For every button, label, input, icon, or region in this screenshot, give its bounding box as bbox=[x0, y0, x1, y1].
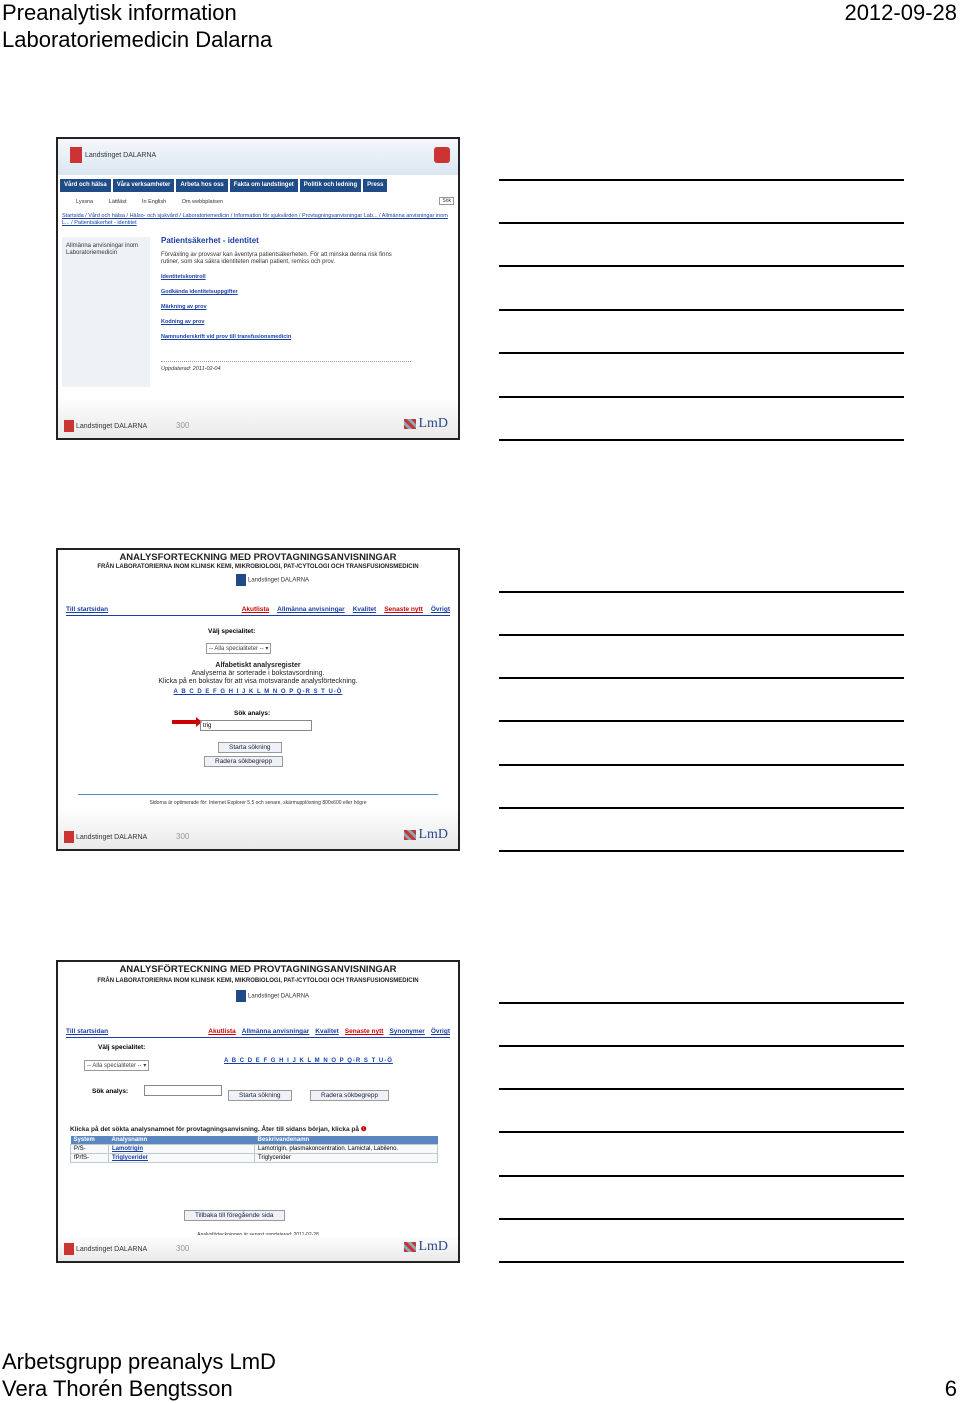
background-number: 300 bbox=[176, 1244, 190, 1253]
page-body: Förväxling av provsvar kan äventyra patientsäkerheten. För att minska denna risk finns rutiner, som ska säkra identiteten mellan patient, remiss och prov. bbox=[161, 252, 392, 265]
note-line bbox=[499, 352, 904, 354]
nav-item[interactable]: Fakta om landstinget bbox=[230, 179, 298, 192]
slide-footer bbox=[58, 396, 458, 438]
alpha-line: Analyserna är sorterade i bokstavsordning. bbox=[191, 670, 325, 677]
analys-subtitle: FRÅN LABORATORIERNA INOM KLINISK KEMI, MIKROBIOLOGI, PAT-/CYTOLOGI OCH TRANSFUSIONSMEDICIN bbox=[97, 978, 419, 984]
alpha-heading: Alfabetiskt analysregister bbox=[215, 662, 301, 669]
util-link[interactable]: Om webbplatsen bbox=[181, 199, 223, 205]
search-label: Sök analys: bbox=[92, 1088, 129, 1095]
analys-title: ANALYSFORTECKNING MED PROVTAGNINGSANVISNINGAR bbox=[119, 552, 397, 563]
analys-title: ANALYSFÖRTECKNING MED PROVTAGNINGSANVISNINGAR bbox=[119, 964, 397, 975]
slide-2-screenshot bbox=[56, 548, 460, 851]
note-line bbox=[499, 396, 904, 398]
cell-analysis-link[interactable]: Triglycerider bbox=[109, 1154, 255, 1163]
lmd-logo: LmD bbox=[404, 1239, 448, 1255]
page-content bbox=[161, 237, 411, 373]
note-line bbox=[499, 1002, 904, 1004]
note-line bbox=[499, 1218, 904, 1220]
nav-item[interactable]: Vård och hälsa bbox=[60, 179, 111, 192]
nav-item[interactable]: Arbeta hos oss bbox=[176, 179, 227, 192]
nav-link[interactable]: Allmänna anvisningar bbox=[241, 1028, 310, 1035]
nav-link[interactable]: Akutlista bbox=[241, 606, 270, 613]
note-line: Sidorna är optimerade för: Internet Explorer 5.5 och senare, skärmupplösning 800x600 eller högre bbox=[149, 800, 367, 806]
nav-item[interactable]: Våra verksamheter bbox=[113, 179, 175, 192]
note-line bbox=[499, 1088, 904, 1090]
nav-link[interactable]: Kvalitet bbox=[352, 606, 377, 613]
slide-3-screenshot bbox=[56, 960, 460, 1263]
content-link[interactable]: Godkända identitetsuppgifter bbox=[161, 289, 238, 295]
note-line bbox=[499, 764, 904, 766]
nav-start-link[interactable]: Till startsidan bbox=[66, 1028, 109, 1035]
specialty-label: Välj specialitet: bbox=[98, 1044, 146, 1051]
letter-index[interactable]: A B C D E F G H I J K L M N O P Q-R S T U-Ö bbox=[224, 1058, 393, 1064]
landstinget-logo: Landstinget DALARNA bbox=[64, 1243, 147, 1255]
util-link[interactable]: In English bbox=[142, 199, 167, 205]
results-table bbox=[70, 1136, 438, 1163]
cell-analysis-link[interactable]: Lamotrigin bbox=[109, 1145, 255, 1154]
nav-link[interactable]: Allmänna anvisningar bbox=[277, 606, 345, 613]
lmd-logo: LmD bbox=[404, 416, 448, 432]
analys-nav bbox=[66, 606, 450, 616]
alpha-register bbox=[58, 662, 458, 696]
content-link[interactable]: Identitetskontroll bbox=[161, 274, 206, 280]
column-header: Analysnamn bbox=[109, 1136, 255, 1145]
start-search-button[interactable]: Starta sökning bbox=[218, 736, 282, 754]
alpha-line: Klicka på en bokstav för att visa motsvarande analysförteckning. bbox=[158, 678, 358, 685]
arrow-icon bbox=[172, 720, 198, 724]
note-line bbox=[499, 1045, 904, 1047]
slide-footer bbox=[58, 807, 458, 849]
util-link[interactable]: Lyssna bbox=[76, 199, 94, 205]
analys-nav bbox=[66, 1028, 450, 1038]
start-search-button[interactable]: Starta sökning bbox=[228, 1084, 292, 1102]
search-label: Sök analys: bbox=[234, 710, 271, 717]
table-row bbox=[71, 1154, 438, 1163]
nav-link[interactable]: Senaste nytt bbox=[384, 606, 423, 613]
note-line bbox=[499, 439, 904, 441]
letter-index[interactable]: A B C D E F G H I J K L M N O P Q-R S T U-Ö bbox=[173, 689, 343, 695]
note-line bbox=[499, 1175, 904, 1177]
document-title: Preanalytisk information bbox=[2, 0, 237, 25]
lmd-logo: LmD bbox=[404, 827, 448, 843]
landstinget-logo: Landstinget DALARNA bbox=[64, 420, 147, 432]
result-instruction: Klicka på det sökta analysnamnet för provtagningsanvisning. Åter till sidans början, klicka på ❶ bbox=[70, 1126, 367, 1133]
page-number: 6 bbox=[944, 1376, 957, 1401]
content-link[interactable]: Kodning av prov bbox=[161, 319, 205, 325]
nav-link[interactable]: Övrigt bbox=[430, 1028, 450, 1035]
slide-footer bbox=[58, 1235, 458, 1261]
sidebar-menu[interactable]: Allmänna anvisningar inom Laboratoriemedicin bbox=[62, 237, 150, 387]
note-line bbox=[499, 720, 904, 722]
background-number: 300 bbox=[176, 832, 190, 841]
search-input[interactable]: trig bbox=[200, 720, 312, 731]
clear-search-button[interactable]: Radera sökbegrepp bbox=[204, 750, 283, 768]
note-line bbox=[499, 807, 904, 809]
note-line bbox=[499, 179, 904, 181]
column-header: System bbox=[71, 1136, 109, 1145]
specialty-label: Välj specialitet: bbox=[208, 628, 256, 635]
document-date: 2012-09-28 bbox=[844, 0, 957, 25]
clear-search-button[interactable]: Radera sökbegrepp bbox=[310, 1084, 389, 1102]
back-button[interactable]: Tillbaka till föregående sida bbox=[184, 1204, 285, 1222]
landstinget-logo: Landstinget DALARNA bbox=[236, 574, 309, 586]
background-number: 300 bbox=[176, 421, 190, 430]
search-button[interactable]: Sök bbox=[439, 197, 454, 205]
nav-link[interactable]: Senaste nytt bbox=[344, 1028, 384, 1035]
landstinget-logo: Landstinget DALARNA bbox=[236, 990, 309, 1002]
site-logo: Landstinget DALARNA bbox=[70, 147, 156, 163]
note-line bbox=[499, 1261, 904, 1263]
site-nav bbox=[58, 179, 458, 192]
page-heading: Patientsäkerhet - identitet bbox=[161, 236, 259, 245]
breadcrumb[interactable]: Startsida / Vård och hälsa / Hälso- och sjukvård / Laboratoriemedicin / Information för sjukvården / Provtagningsanvisningar Lab... / Allmänna anvisningar inom L... / Patientsäkerhet - identitet bbox=[62, 213, 448, 226]
divider bbox=[78, 794, 438, 795]
cell-system: fP/fS- bbox=[71, 1154, 109, 1163]
document-subtitle: Laboratoriemedicin Dalarna bbox=[2, 27, 273, 52]
landstinget-logo: Landstinget DALARNA bbox=[64, 831, 147, 843]
note-line bbox=[499, 309, 904, 311]
footer-workgroup: Arbetsgrupp preanalys LmD bbox=[2, 1349, 276, 1374]
nav-link[interactable]: Kvalitet bbox=[315, 1028, 339, 1035]
table-row bbox=[71, 1145, 438, 1154]
note-line bbox=[499, 677, 904, 679]
nav-start-link[interactable]: Till startsidan bbox=[66, 606, 109, 613]
content-link[interactable]: Märkning av prov bbox=[161, 304, 207, 310]
note-line bbox=[499, 591, 904, 593]
utility-bar bbox=[62, 199, 454, 209]
cell-description: Lamotrigin, plasmakoncentration. Lamictal, Labileno. bbox=[255, 1145, 438, 1154]
cell-description: Triglycerider bbox=[255, 1154, 438, 1163]
slide-1-screenshot bbox=[56, 137, 460, 440]
note-line bbox=[499, 634, 904, 636]
note-line bbox=[499, 1131, 904, 1133]
nav-link[interactable]: Övrigt bbox=[430, 606, 450, 613]
search-input[interactable] bbox=[144, 1085, 222, 1096]
nav-link[interactable]: Synonymer bbox=[389, 1028, 425, 1035]
util-link[interactable]: Lättläst bbox=[108, 199, 127, 205]
specialty-select[interactable]: -- Alla specialiteter -- ▾ bbox=[206, 637, 271, 655]
specialty-select[interactable]: -- Alla specialiteter -- ▾ bbox=[84, 1054, 149, 1072]
analys-subtitle: FRÅN LABORATORIERNA INOM KLINISK KEMI, MIKROBIOLOGI, PAT-/CYTOLOGI OCH TRANSFUSIONSMEDICIN bbox=[97, 564, 419, 570]
content-link[interactable]: Namnunderskrift vid prov till transfusionsmedicin bbox=[161, 334, 292, 340]
nav-item[interactable]: Politik och ledning bbox=[300, 179, 361, 192]
nav-item[interactable]: Press bbox=[363, 179, 387, 192]
footer-author: Vera Thorén Bengtsson bbox=[2, 1376, 233, 1401]
dalahorse-icon bbox=[434, 147, 450, 163]
cell-system: P/S- bbox=[71, 1145, 109, 1154]
column-header: Beskrivandenamn bbox=[255, 1136, 438, 1145]
nav-link[interactable]: Akutlista bbox=[208, 1028, 236, 1035]
note-line bbox=[499, 850, 904, 852]
site-banner bbox=[58, 139, 458, 175]
table-header-row bbox=[71, 1136, 438, 1145]
note-line bbox=[499, 222, 904, 224]
note-line bbox=[499, 265, 904, 267]
updated-date: Uppdaterad: 2011-02-04 bbox=[161, 361, 411, 373]
